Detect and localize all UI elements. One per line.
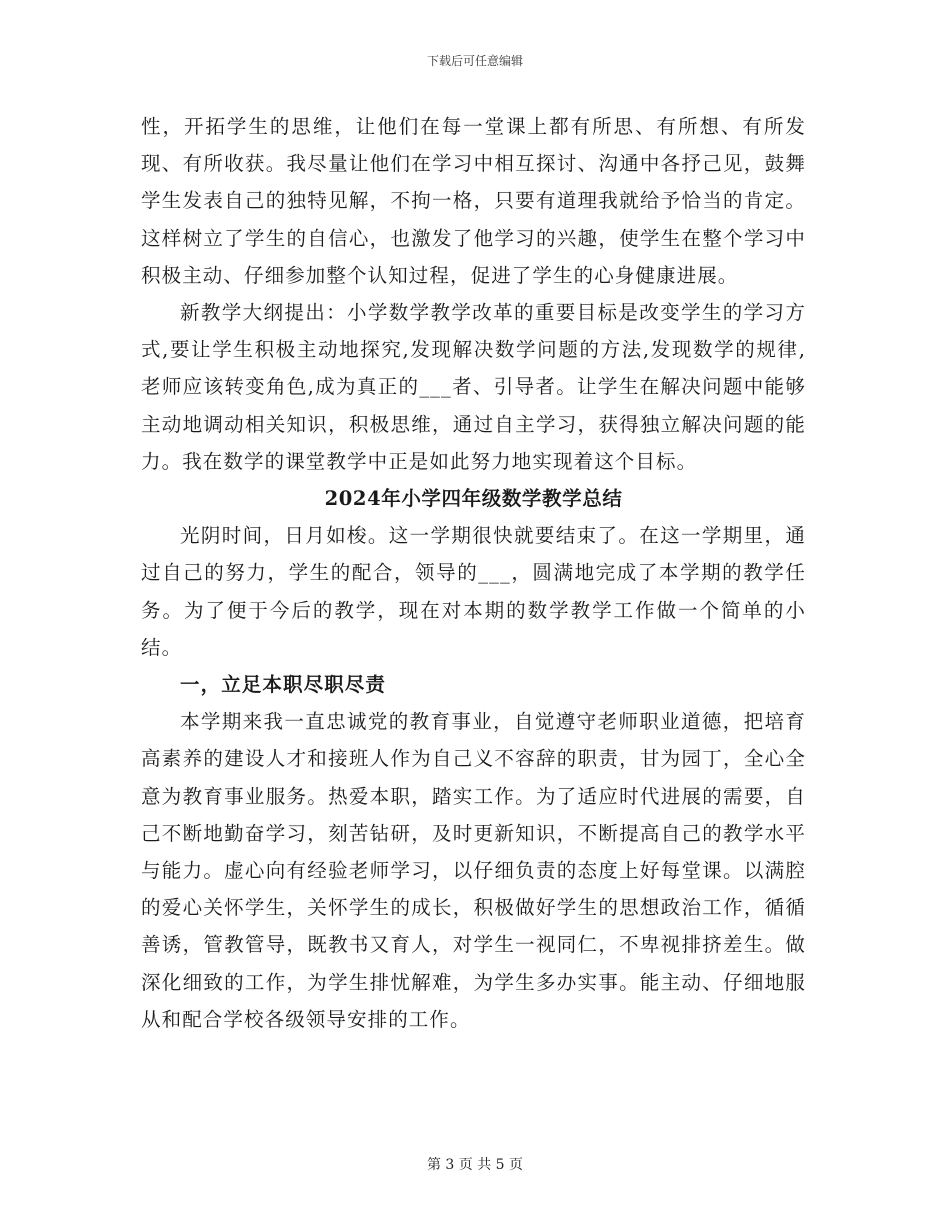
document-body [141,108,806,1038]
paragraph: 性，开拓学生的思维，让他们在每一堂课上都有所思、有所想、有所发现、有所收获。我尽量让他们在学习中相互探讨、沟通中各抒己见，鼓舞学生发表自己的独特见解，不拘一格，只要有道理我就给予恰当的肯定。这样树立了学生的自信心，也激发了他学习的兴趣，使学生在整个学习中积极主动、仔细参加整个认知过程，促进了学生的心身健康进展。 [141,115,806,287]
page-footer: 第 3 页 共 5 页 [426,1157,524,1173]
section-title: 2024年小学四年级数学教学总结 [324,487,623,511]
page-header: 下载后可任意编辑 [426,54,523,68]
paragraph: 本学期来我一直忠诚党的教育事业，自觉遵守老师职业道德，把培育高素养的建设人才和接班人作为自己义不容辞的职责，甘为园丁，全心全意为教育事业服务。热爱本职，踏实工作。为了适应时代进展的需要，自己不断地勤奋学习，刻苦钻研，及时更新知识，不断提高自己的教学水平与能力。虚心向有经验老师学习，以仔细负责的态度上好每堂课。以满腔的爱心关怀学生，关怀学生的成长，积极做好学生的思想政治工作，循循善诱，管教管导，既教书又育人，对学生一视同仁，不卑视排挤差生。做深化细致的工作，为学生排忧解难，为学生多办实事。能主动、仔细地服从和配合学校各级领导安排的工作。 [141,710,806,1031]
paragraph: 光阴时间，日月如梭。这一学期很快就要结束了。在这一学期里，通过自己的努力，学生的配合，领导的___，圆满地完成了本学期的教学任务。为了便于今后的教学，现在对本期的数学教学工作做一个简单的小结。 [141,524,806,659]
section-heading: 一，立足本职尽职尽责 [180,673,387,697]
paragraph: 新教学大纲提出：小学数学教学改革的重要目标是改变学生的学习方式,要让学生积极主动地探究,发现解决数学问题的方法,发现数学的规律,老师应该转变角色,成为真正的___者、引导者。让学生在解决问题中能够主动地调动相关知识，积极思维，通过自主学习，获得独立解决问题的能力。我在数学的课堂教学中正是如此努力地实现着这个目标。 [141,301,806,473]
